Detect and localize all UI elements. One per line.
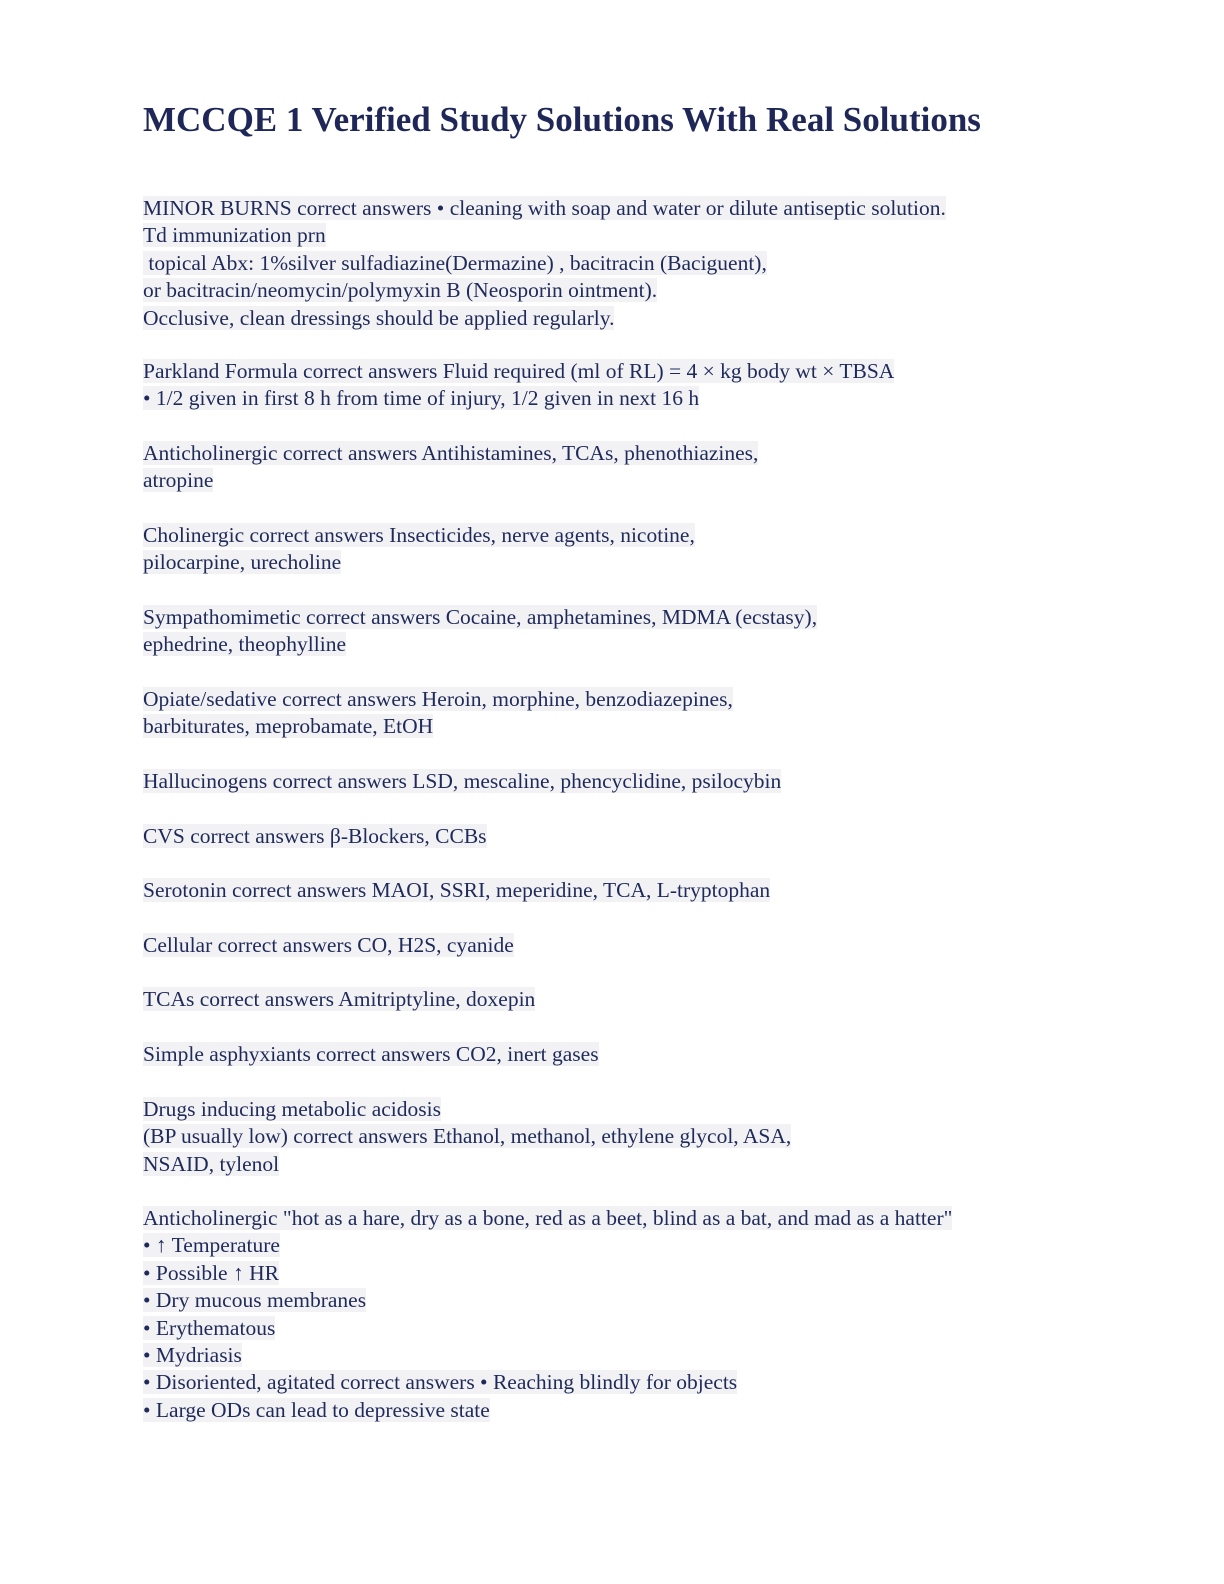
text-line: pilocarpine, urecholine xyxy=(143,550,342,575)
text-line: Anticholinergic correct answers Antihistamines, TCAs, phenothiazines, xyxy=(143,441,759,465)
text-line: Anticholinergic "hot as a hare, dry as a bone, red as a beet, blind as a bat, and mad as a hatter" xyxy=(143,1206,953,1230)
text-line: or bacitracin/neomycin/polymyxin B (Neosporin ointment). xyxy=(143,278,658,303)
block-cellular xyxy=(143,932,514,959)
text-line: Hallucinogens correct answers LSD, mescaline, phencyclidine, psilocybin xyxy=(143,769,782,793)
text-line: atropine xyxy=(143,468,214,493)
text-line: Opiate/sedative correct answers Heroin, morphine, benzodiazepines, xyxy=(143,687,733,711)
text-line: Cellular correct answers CO, H2S, cyanide xyxy=(143,933,514,957)
text-line: MINOR BURNS correct answers • cleaning with soap and water or dilute antiseptic solution. xyxy=(143,196,946,220)
bullet-line: • Dry mucous membranes xyxy=(143,1288,367,1313)
block-cvs xyxy=(143,823,487,850)
text-line: NSAID, tylenol xyxy=(143,1151,280,1176)
block-tcas xyxy=(143,986,535,1013)
text-line: barbiturates, meprobamate, EtOH xyxy=(143,714,434,739)
bullet-line: • ↑ Temperature xyxy=(143,1233,280,1258)
block-minor-burns xyxy=(143,195,946,332)
block-parkland-formula xyxy=(143,358,894,413)
block-opiate-sedative xyxy=(143,686,733,741)
text-line: CVS correct answers β-Blockers, CCBs xyxy=(143,824,487,848)
bullet-line: • Disoriented, agitated correct answers • Reaching blindly for objects xyxy=(143,1370,738,1395)
text-line: Cholinergic correct answers Insecticides, nerve agents, nicotine, xyxy=(143,523,695,547)
text-line: (BP usually low) correct answers Ethanol, methanol, ethylene glycol, ASA, xyxy=(143,1124,792,1149)
text-line: • 1/2 given in first 8 h from time of injury, 1/2 given in next 16 h xyxy=(143,386,700,411)
text-line: Sympathomimetic correct answers Cocaine, amphetamines, MDMA (ecstasy), xyxy=(143,605,818,629)
document-title: MCCQE 1 Verified Study Solutions With Real Solutions xyxy=(143,100,981,139)
block-cholinergic xyxy=(143,522,695,577)
text-line: Parkland Formula correct answers Fluid required (ml of RL) = 4 × kg body wt × TBSA xyxy=(143,359,895,383)
bullet-line: • Possible ↑ HR xyxy=(143,1260,279,1285)
text-line: ephedrine, theophylline xyxy=(143,632,346,657)
block-anticholinergic-mnemonic xyxy=(143,1205,952,1424)
block-anticholinergic xyxy=(143,440,758,495)
block-metabolic-acidosis xyxy=(143,1096,791,1178)
block-simple-asphyxiants xyxy=(143,1041,599,1068)
block-serotonin xyxy=(143,877,770,904)
bullet-line: • Erythematous xyxy=(143,1315,276,1340)
text-line: Td immunization prn xyxy=(143,223,326,248)
text-line: Serotonin correct answers MAOI, SSRI, meperidine, TCA, L-tryptophan xyxy=(143,878,771,902)
text-line: Drugs inducing metabolic acidosis xyxy=(143,1097,441,1121)
bullet-line: • Large ODs can lead to depressive state xyxy=(143,1397,490,1422)
text-line: Occlusive, clean dressings should be applied regularly. xyxy=(143,305,615,330)
text-line: TCAs correct answers Amitriptyline, doxepin xyxy=(143,987,536,1011)
block-hallucinogens xyxy=(143,768,781,795)
text-line: topical Abx: 1%silver sulfadiazine(Dermazine) , bacitracin (Baciguent), xyxy=(143,250,767,275)
text-line: Simple asphyxiants correct answers CO2, inert gases xyxy=(143,1042,599,1066)
bullet-line: • Mydriasis xyxy=(143,1343,242,1368)
block-sympathomimetic xyxy=(143,604,817,659)
